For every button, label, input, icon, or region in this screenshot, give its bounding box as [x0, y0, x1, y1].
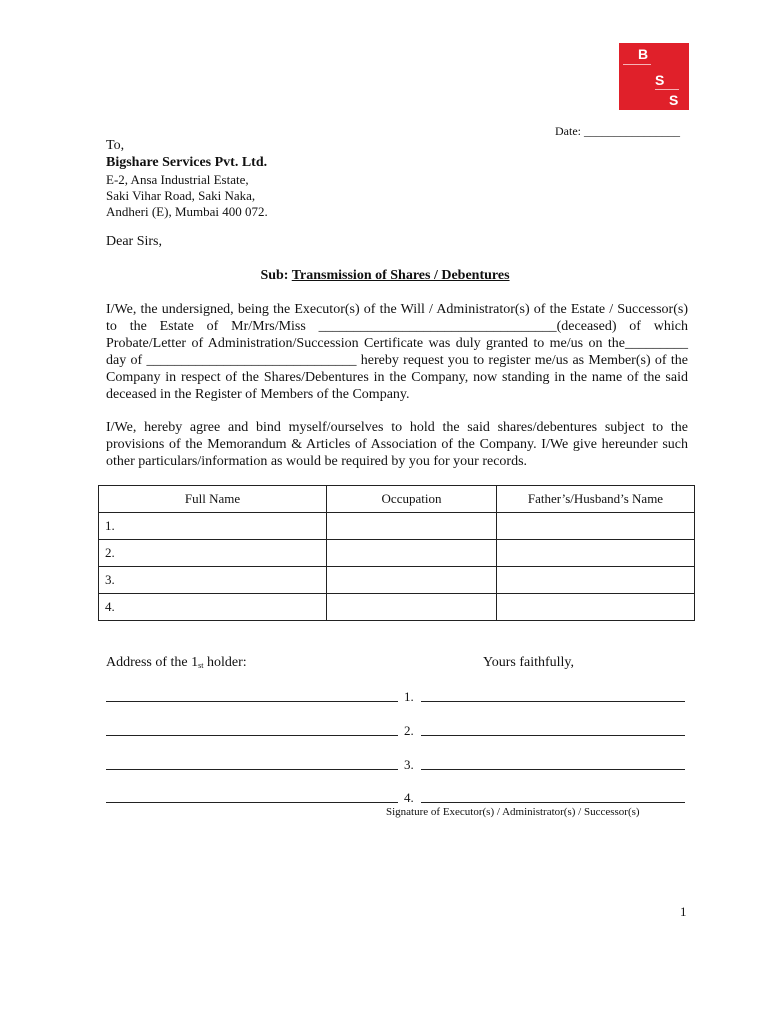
row-number[interactable]: 3. [99, 567, 327, 594]
logo-letter-s2: S [669, 92, 679, 108]
signature-caption: Signature of Executor(s) / Administrator(s) / Successor(s) [386, 806, 640, 818]
closing-text: Yours faithfully, [483, 655, 575, 670]
table-row [99, 513, 695, 540]
col-occupation: Occupation [327, 486, 497, 513]
page-number: 1 [680, 904, 687, 919]
address-line-3: Andheri (E), Mumbai 400 072. [106, 204, 268, 219]
col-full-name: Full Name [99, 486, 327, 513]
col-father-husband-name: Father’s/Husband’s Name [497, 486, 695, 513]
subject-line [0, 268, 770, 284]
address-line-input-3[interactable] [106, 769, 398, 770]
company-name: Bigshare Services Pvt. Ltd. [106, 155, 268, 170]
occupation-cell[interactable] [327, 567, 497, 594]
father-name-cell[interactable] [497, 540, 695, 567]
address-line-input-4[interactable] [106, 802, 398, 803]
salutation: Dear Sirs, [106, 234, 162, 249]
table-row [99, 567, 695, 594]
table-header-row [99, 486, 695, 513]
logo-letter-s1: S [655, 72, 665, 88]
signature-line-4[interactable] [421, 802, 685, 803]
agreement-paragraph: I/We, hereby agree and bind myself/ourselves to hold the said shares/debentures subject to the provisions of the Memorandum & Articles of Association of the Company. I/We give hereunder such other particulars/information as would be required by you for your records. [106, 420, 688, 469]
signature-line-3[interactable] [421, 769, 685, 770]
address-line-input-1[interactable] [106, 701, 398, 702]
date-field: Date: ________________ [555, 124, 680, 138]
signature-number-3: 3. [404, 757, 414, 772]
subject-prefix: Sub: [260, 268, 289, 283]
address-label: Address of the $1_{st}$ holder: [106, 655, 247, 670]
bigshare-logo [619, 43, 689, 110]
signature-line-2[interactable] [421, 735, 685, 736]
signature-number-4: 4. [404, 790, 414, 805]
row-number[interactable]: 4. [99, 594, 327, 621]
logo-letter-b: B [638, 46, 649, 62]
table-row [99, 594, 695, 621]
table-row [99, 540, 695, 567]
address-line-2: Saki Vihar Road, Saki Naka, [106, 188, 256, 203]
row-number[interactable]: 2. [99, 540, 327, 567]
signature-number-2: 2. [404, 723, 414, 738]
signature-line-1[interactable] [421, 701, 685, 702]
request-paragraph: I/We, the undersigned, being the Executor(s) of the Will / Administrator(s) of the Estate / Successor(s) to the Estate of Mr/Mrs/Miss __________________________________(deceased) of which Probate/Letter of Administration/Succession Certificate was duly granted to me/us on the_________ day of ______________________________ hereby request you to register me/us as Member(s) of the Company in respect of the Shares/Debentures in the Company, now standing in the name of the said deceased in the Register of Members of the Company. [106, 302, 688, 402]
to-line: To, [106, 138, 125, 153]
row-number[interactable]: 1. [99, 513, 327, 540]
holders-table [98, 485, 695, 621]
occupation-cell[interactable] [327, 540, 497, 567]
occupation-cell[interactable] [327, 594, 497, 621]
subject-text: Transmission of Shares / Debentures [291, 268, 510, 283]
father-name-cell[interactable] [497, 594, 695, 621]
occupation-cell[interactable] [327, 513, 497, 540]
father-name-cell[interactable] [497, 567, 695, 594]
father-name-cell[interactable] [497, 513, 695, 540]
signature-number-1: 1. [404, 689, 414, 704]
address-line-input-2[interactable] [106, 735, 398, 736]
address-line-1: E-2, Ansa Industrial Estate, [106, 172, 249, 187]
